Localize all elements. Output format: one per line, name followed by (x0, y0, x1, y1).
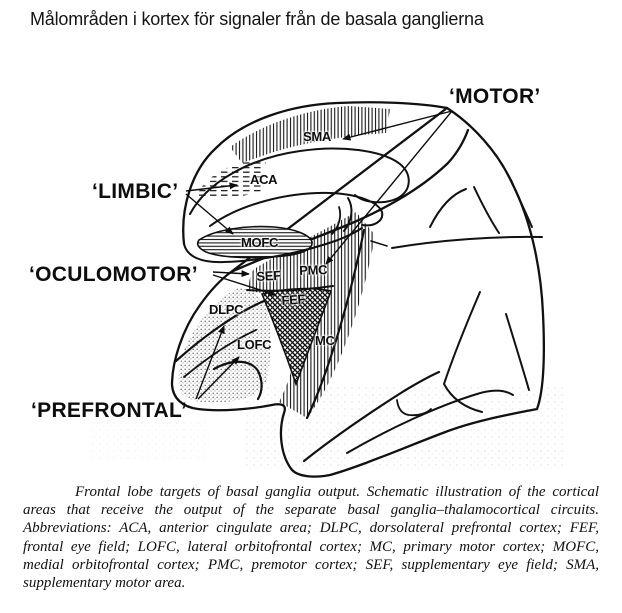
label-limbic: ‘LIMBIC’ (92, 180, 179, 203)
label-sef: SEF (256, 267, 282, 284)
label-mofc: MOFC (241, 235, 279, 250)
occipital-sulcus-2 (506, 314, 529, 390)
arrow-limbic-to-mofc (186, 194, 233, 234)
superior-frontal-sulcus (392, 237, 542, 248)
page-title: Målområden i kortex för signaler från de basala ganglierna (30, 9, 484, 29)
label-prefrontal: ‘PREFRONTAL’ (31, 399, 188, 422)
label-mc: MC (315, 333, 335, 348)
label-pmc: PMC (299, 262, 328, 278)
label-sma: SMA (303, 129, 331, 144)
figure-caption: Frontal lobe targets of basal ganglia output. Schematic illustration of the cortical areas that receive the output of the separate basal ganglia–thalamocortical circuits. Abbreviations: ACA, anterior cingulate area; DLPC, dorsolateral prefrontal cortex; FEF, frontal eye field; LOFC, lateral orbitofrontal cortex; MC, primary motor cortex; MOFC, medial orbitofrontal cortex; PMC, premotor cortex; SEF, supplementary eye field; SMA, supplementary motor area. (23, 484, 599, 592)
parietal-sulcus-3 (511, 180, 532, 227)
label-aca: ACA (250, 172, 278, 187)
label-dlpc: DLPC (209, 302, 244, 317)
label-lofc: LOFC (237, 337, 272, 352)
label-fef: FEF (281, 291, 306, 308)
scan-noise (90, 385, 565, 470)
label-motor: ‘MOTOR’ (449, 85, 541, 108)
label-oculomotor: ‘OCULOMOTOR’ (29, 263, 198, 286)
parietal-sulcus-1 (430, 189, 466, 227)
parietal-sulcus-2 (474, 187, 499, 233)
arrow-oculomotor-to-sef (213, 272, 249, 274)
